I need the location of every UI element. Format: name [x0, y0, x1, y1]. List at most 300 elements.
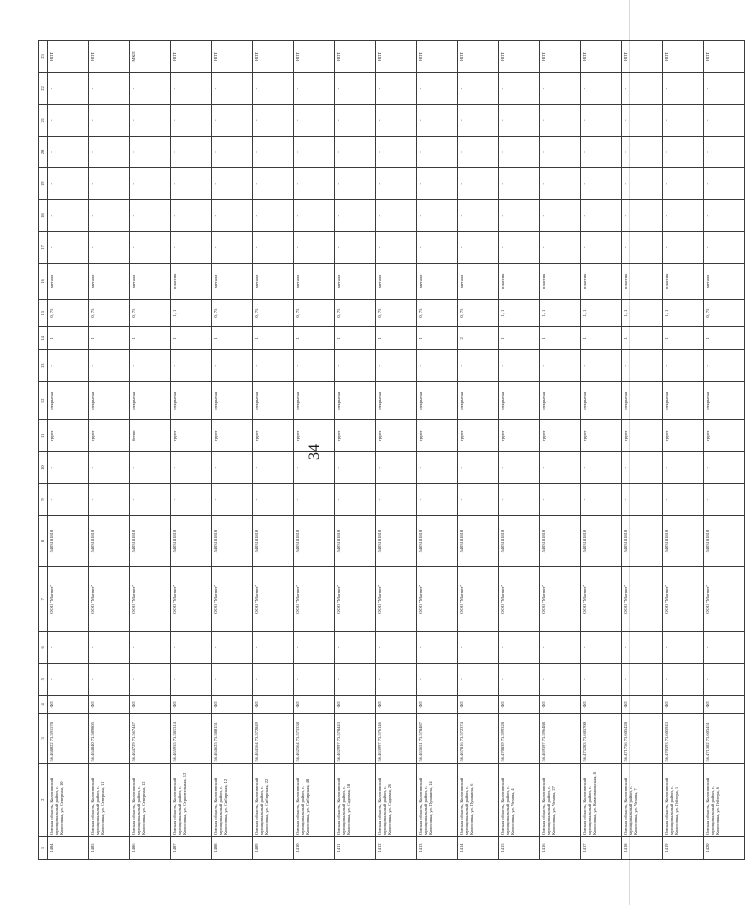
row-number: 1410: [294, 836, 335, 859]
container-count: 1: [335, 327, 376, 350]
waste-class: НПТ: [335, 41, 376, 73]
col-6: -: [48, 632, 89, 664]
surface: грунт: [499, 420, 540, 452]
col-21: -: [499, 104, 540, 136]
coordinates: 56.467816 73.572374: [458, 714, 499, 763]
inn: 5403181810: [89, 515, 130, 567]
owner-type: ФЛ: [253, 695, 294, 714]
owner-type: ФЛ: [335, 695, 376, 714]
col-6: -: [253, 632, 294, 664]
col-13: -: [540, 350, 581, 382]
col-20: -: [171, 136, 212, 168]
address: Омская область, Колосовский муниципальный район, с. Колосовка, ул. Садовая, 18: [335, 763, 376, 836]
site-type: открытая: [89, 382, 130, 420]
col-18: -: [89, 200, 130, 232]
waste-class: НПТ: [663, 41, 704, 73]
col-21: -: [294, 104, 335, 136]
col-13: -: [48, 350, 89, 382]
col-21: -: [581, 104, 622, 136]
col-19: -: [622, 168, 663, 200]
organization: ООО "Магнит": [212, 567, 253, 632]
col-13: -: [171, 350, 212, 382]
column-number: 20: [39, 136, 48, 168]
address: Омская область, Колосовский муниципальный район, с. Колосовка, ул. Чехова, 4: [499, 763, 540, 836]
col-22: -: [458, 73, 499, 105]
col-21: -: [663, 104, 704, 136]
container-material: пластик: [499, 263, 540, 299]
col-13: -: [663, 350, 704, 382]
col-18: -: [171, 200, 212, 232]
container-volume: 0, 75: [253, 299, 294, 326]
col-18: -: [130, 200, 171, 232]
owner-type: ФЛ: [48, 695, 89, 714]
surface: грунт: [212, 420, 253, 452]
column-number: 13: [39, 350, 48, 382]
col-22: -: [663, 73, 704, 105]
surface: грунт: [294, 420, 335, 452]
container-material: металл: [89, 263, 130, 299]
col-10: -: [499, 452, 540, 484]
address: Омская область, Колосовский муниципальный район, с. Колосовка, ул. Северная, 11: [89, 763, 130, 836]
column-number: 6: [39, 632, 48, 664]
col-13: -: [622, 350, 663, 382]
owner-type: ФЛ: [212, 695, 253, 714]
inn: 5403181810: [417, 515, 458, 567]
container-count: 1: [253, 327, 294, 350]
col-13: -: [253, 350, 294, 382]
col-6: -: [663, 632, 704, 664]
surface: грунт: [663, 420, 704, 452]
column-number: 7: [39, 567, 48, 632]
site-type: открытая: [376, 382, 417, 420]
col-22: -: [540, 73, 581, 105]
page-number: 34: [306, 444, 323, 460]
container-count: 1: [376, 327, 417, 350]
surface: грунт: [376, 420, 417, 452]
table-row: [212, 41, 253, 860]
container-material: металл: [417, 263, 458, 299]
waste-class: НПТ: [212, 41, 253, 73]
container-volume: 0, 75: [376, 299, 417, 326]
address: Омская область, Колосовский муниципальный район, с. Колосовка, ул. Строительная, 12: [171, 763, 212, 836]
coordinates: 56.464840 73.589805: [89, 714, 130, 763]
col-5: -: [499, 663, 540, 695]
col-20: -: [458, 136, 499, 168]
table-row: [499, 41, 540, 860]
row-number: 1420: [704, 836, 745, 859]
address: Омская область, Колосовский муниципальный район, с. Колосовка, ул. Пушкина, 14: [417, 763, 458, 836]
container-material: пластик: [663, 263, 704, 299]
waste-class: НПТ: [458, 41, 499, 73]
inn: 5403181810: [335, 515, 376, 567]
col-20: -: [89, 136, 130, 168]
container-material: металл: [48, 263, 89, 299]
col-17: -: [212, 231, 253, 263]
inn: 5403181810: [704, 515, 745, 567]
col-21: -: [253, 104, 294, 136]
col-6: -: [622, 632, 663, 664]
col-21: -: [335, 104, 376, 136]
site-type: открытая: [335, 382, 376, 420]
col-17: -: [417, 231, 458, 263]
container-count: 1: [417, 327, 458, 350]
row-number: 1414: [458, 836, 499, 859]
surface: грунт: [540, 420, 581, 452]
container-volume: 0, 75: [212, 299, 253, 326]
container-material: металл: [212, 263, 253, 299]
waste-class: МКП: [130, 41, 171, 73]
col-22: -: [376, 73, 417, 105]
col-10: -: [212, 452, 253, 484]
col-17: -: [294, 231, 335, 263]
col-13: -: [581, 350, 622, 382]
organization: ООО "Магнит": [253, 567, 294, 632]
col-6: -: [704, 632, 745, 664]
owner-type: ФЛ: [540, 695, 581, 714]
organization: ООО "Магнит": [458, 567, 499, 632]
col-17: -: [704, 231, 745, 263]
col-10: -: [540, 452, 581, 484]
col-21: -: [48, 104, 89, 136]
site-type: открытая: [663, 382, 704, 420]
table-row: [89, 41, 130, 860]
container-volume: 0, 75: [417, 299, 458, 326]
col-19: -: [458, 168, 499, 200]
col-5: -: [663, 663, 704, 695]
inn: 5403181810: [171, 515, 212, 567]
owner-type: ФЛ: [458, 695, 499, 714]
col-9: -: [130, 484, 171, 516]
column-number: 19: [39, 168, 48, 200]
col-6: -: [376, 632, 417, 664]
row-number: 1405: [89, 836, 130, 859]
site-type: открытая: [253, 382, 294, 420]
col-9: -: [417, 484, 458, 516]
col-22: -: [622, 73, 663, 105]
owner-type: ФЛ: [294, 695, 335, 714]
col-5: -: [704, 663, 745, 695]
col-19: -: [417, 168, 458, 200]
col-18: -: [704, 200, 745, 232]
container-count: 1: [171, 327, 212, 350]
col-18: -: [212, 200, 253, 232]
site-type: открытая: [48, 382, 89, 420]
col-10: -: [130, 452, 171, 484]
coordinates: 56.473283 73.605700: [581, 714, 622, 763]
col-19: -: [540, 168, 581, 200]
col-9: -: [171, 484, 212, 516]
col-13: -: [130, 350, 171, 382]
column-number: 9: [39, 484, 48, 516]
coordinates: 56.471756 73.605428: [622, 714, 663, 763]
organization: ООО "Магнит": [48, 567, 89, 632]
col-17: -: [130, 231, 171, 263]
col-6: -: [417, 632, 458, 664]
col-19: -: [171, 168, 212, 200]
table-row: [540, 41, 581, 860]
col-13: -: [294, 350, 335, 382]
col-9: -: [499, 484, 540, 516]
table-row: [417, 41, 458, 860]
container-volume: 1, 1: [171, 299, 212, 326]
col-20: -: [581, 136, 622, 168]
column-number: 3: [39, 714, 48, 763]
col-10: -: [376, 452, 417, 484]
col-20: -: [48, 136, 89, 168]
row-number: 1409: [253, 836, 294, 859]
site-type: открытая: [540, 382, 581, 420]
table-row: [622, 41, 663, 860]
organization: ООО "Магнит": [376, 567, 417, 632]
organization: ООО "Магнит": [581, 567, 622, 632]
col-19: -: [89, 168, 130, 200]
col-17: -: [335, 231, 376, 263]
col-17: -: [581, 231, 622, 263]
container-volume: 0, 75: [130, 299, 171, 326]
site-type: открытая: [622, 382, 663, 420]
container-material: пластик: [581, 263, 622, 299]
column-number: 23: [39, 41, 48, 73]
container-material: металл: [294, 263, 335, 299]
container-volume: 1, 1: [663, 299, 704, 326]
container-volume: 1, 1: [581, 299, 622, 326]
organization: ООО "Магнит": [294, 567, 335, 632]
inn: 5403181810: [581, 515, 622, 567]
col-20: -: [294, 136, 335, 168]
col-21: -: [458, 104, 499, 136]
surface: грунт: [458, 420, 499, 452]
col-18: -: [663, 200, 704, 232]
container-volume: 0, 75: [335, 299, 376, 326]
address: Омская область, Колосовский муниципальный район, с. Колосовка, ул. Северная, 10: [48, 763, 89, 836]
col-19: -: [704, 168, 745, 200]
organization: ООО "Магнит": [335, 567, 376, 632]
coordinates: 56.470839 73.599328: [499, 714, 540, 763]
waste-class: НПТ: [171, 41, 212, 73]
col-19: -: [253, 168, 294, 200]
inn: 5403181810: [622, 515, 663, 567]
col-19: -: [581, 168, 622, 200]
col-6: -: [89, 632, 130, 664]
column-number: 15: [39, 299, 48, 326]
inn: 5403181810: [130, 515, 171, 567]
col-18: -: [581, 200, 622, 232]
table-row: [458, 41, 499, 860]
col-18: -: [253, 200, 294, 232]
container-count: 1: [704, 327, 745, 350]
col-20: -: [417, 136, 458, 168]
owner-type: ФЛ: [663, 695, 704, 714]
col-21: -: [540, 104, 581, 136]
owner-type: ФЛ: [130, 695, 171, 714]
inn: 5403181810: [212, 515, 253, 567]
owner-type: ФЛ: [581, 695, 622, 714]
col-13: -: [335, 350, 376, 382]
col-10: -: [48, 452, 89, 484]
col-21: -: [130, 104, 171, 136]
container-volume: 0, 75: [458, 299, 499, 326]
container-material: металл: [376, 263, 417, 299]
container-volume: 0, 75: [294, 299, 335, 326]
col-9: -: [540, 484, 581, 516]
site-type: открытая: [417, 382, 458, 420]
col-13: -: [376, 350, 417, 382]
col-10: -: [663, 452, 704, 484]
address: Омская область, Колосовский муниципальный район, с. Колосовка, ул. Комсомольская, 8: [581, 763, 622, 836]
col-6: -: [130, 632, 171, 664]
col-21: -: [704, 104, 745, 136]
coordinates: 56.471382 73.603451: [704, 714, 745, 763]
container-count: 1: [89, 327, 130, 350]
col-20: -: [704, 136, 745, 168]
address: Омская область, Колосовский муниципальный район, с. Колосовка, ул. Сибирская, 22: [253, 763, 294, 836]
row-number: 1419: [663, 836, 704, 859]
table-row: [663, 41, 704, 860]
address: Омская область, Колосовский муниципальный район, с. Колосовка, ул. Пушкина, 6: [458, 763, 499, 836]
col-22: -: [499, 73, 540, 105]
col-20: -: [663, 136, 704, 168]
column-number: 14: [39, 327, 48, 350]
surface: грунт: [622, 420, 663, 452]
organization: ООО "Магнит": [130, 567, 171, 632]
col-18: -: [376, 200, 417, 232]
owner-type: ФЛ: [171, 695, 212, 714]
row-number: 1418: [622, 836, 663, 859]
col-18: -: [417, 200, 458, 232]
col-13: -: [499, 350, 540, 382]
col-9: -: [335, 484, 376, 516]
table-row: [335, 41, 376, 860]
col-5: -: [581, 663, 622, 695]
table-row: [376, 41, 417, 860]
col-9: -: [48, 484, 89, 516]
col-22: -: [130, 73, 171, 105]
coordinates: 56.464625 73.580151: [212, 714, 253, 763]
col-21: -: [171, 104, 212, 136]
col-18: -: [458, 200, 499, 232]
address: Омская область, Колосовский муниципальный район, с. Колосовка, ул. Сибирская, 48: [294, 763, 335, 836]
table-row: [581, 41, 622, 860]
col-9: -: [622, 484, 663, 516]
col-6: -: [294, 632, 335, 664]
col-5: -: [376, 663, 417, 695]
inn: 5403181810: [253, 515, 294, 567]
container-material: металл: [335, 263, 376, 299]
col-10: -: [253, 452, 294, 484]
col-20: -: [376, 136, 417, 168]
column-number-row: [39, 41, 48, 860]
col-21: -: [212, 104, 253, 136]
waste-class: НПТ: [622, 41, 663, 73]
container-material: пластик: [540, 263, 581, 299]
col-6: -: [335, 632, 376, 664]
container-count: 1: [212, 327, 253, 350]
column-number: 5: [39, 663, 48, 695]
column-number: 16: [39, 263, 48, 299]
table-row: [130, 41, 171, 860]
col-21: -: [622, 104, 663, 136]
col-22: -: [417, 73, 458, 105]
col-20: -: [130, 136, 171, 168]
col-17: -: [89, 231, 130, 263]
coordinates: 56.464164 73.572849: [253, 714, 294, 763]
col-5: -: [48, 663, 89, 695]
container-volume: 1, 1: [499, 299, 540, 326]
col-22: -: [48, 73, 89, 105]
site-type: открытая: [294, 382, 335, 420]
col-19: -: [212, 168, 253, 200]
site-type: открытая: [171, 382, 212, 420]
register-body: [48, 41, 745, 860]
organization: ООО "Магнит": [540, 567, 581, 632]
col-10: -: [417, 452, 458, 484]
col-10: -: [458, 452, 499, 484]
col-5: -: [540, 663, 581, 695]
container-count: 1: [499, 327, 540, 350]
column-number: 22: [39, 73, 48, 105]
col-6: -: [171, 632, 212, 664]
waste-class: НПТ: [253, 41, 294, 73]
col-9: -: [663, 484, 704, 516]
row-number: 1412: [376, 836, 417, 859]
col-20: -: [622, 136, 663, 168]
column-number: 10: [39, 452, 48, 484]
col-5: -: [622, 663, 663, 695]
table-row: [294, 41, 335, 860]
container-count: 1: [294, 327, 335, 350]
col-17: -: [499, 231, 540, 263]
waste-class: НПТ: [48, 41, 89, 73]
coordinates: 56.463651 73.578487: [417, 714, 458, 763]
organization: ООО "Магнит": [663, 567, 704, 632]
waste-class: НПТ: [294, 41, 335, 73]
row-number: 1413: [417, 836, 458, 859]
column-number: 11: [39, 420, 48, 452]
waste-class: НПТ: [499, 41, 540, 73]
container-count: 1: [48, 327, 89, 350]
inn: 5403181810: [499, 515, 540, 567]
col-18: -: [622, 200, 663, 232]
organization: ООО "Магнит": [704, 567, 745, 632]
col-22: -: [212, 73, 253, 105]
coordinates: 56.470393 73.605943: [663, 714, 704, 763]
waste-class: НПТ: [704, 41, 745, 73]
col-22: -: [294, 73, 335, 105]
waste-class: НПТ: [417, 41, 458, 73]
col-6: -: [499, 632, 540, 664]
surface: грунт: [335, 420, 376, 452]
inn: 5403181810: [376, 515, 417, 567]
organization: ООО "Магнит": [499, 567, 540, 632]
col-19: -: [499, 168, 540, 200]
address: Омская область, Колосовский муниципальный район, с. Колосовка, ул. Гейзера, 6: [704, 763, 745, 836]
col-17: -: [376, 231, 417, 263]
col-17: -: [663, 231, 704, 263]
col-9: -: [458, 484, 499, 516]
col-18: -: [499, 200, 540, 232]
surface: грунт: [704, 420, 745, 452]
surface: грунт: [581, 420, 622, 452]
waste-class: НПТ: [540, 41, 581, 73]
container-volume: 1, 1: [622, 299, 663, 326]
col-9: -: [581, 484, 622, 516]
col-6: -: [212, 632, 253, 664]
container-count: 1: [130, 327, 171, 350]
col-13: -: [417, 350, 458, 382]
col-21: -: [417, 104, 458, 136]
col-19: -: [48, 168, 89, 200]
container-material: пластик: [171, 263, 212, 299]
